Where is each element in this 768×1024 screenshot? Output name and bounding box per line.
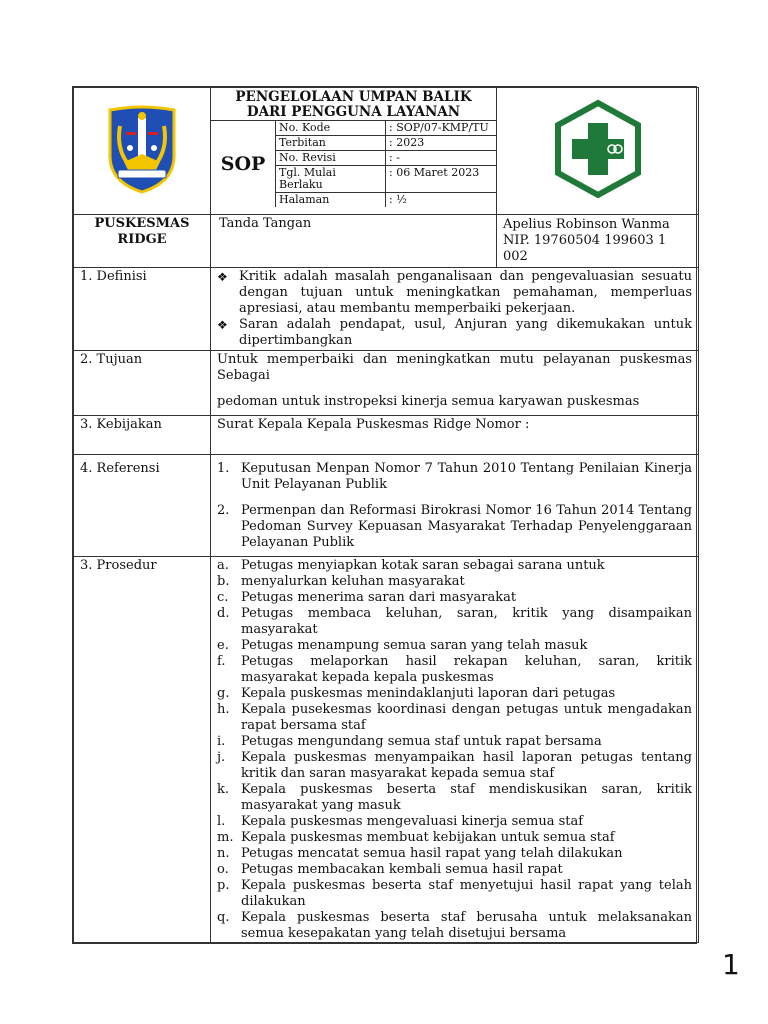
section-body-prosedur (211, 557, 699, 943)
sop-table (73, 87, 699, 943)
list-item: ❖ Kritik adalah masalah penganalisaan dan pengevaluasian sesuatu dengan tujuan untuk meningkatkan pemahaman, memperluas apresiasi, atau membantu memperbaiki pekerjaan. (217, 269, 692, 316)
title-cell (211, 88, 497, 215)
diamond-bullet-icon: ❖ (217, 318, 228, 332)
list-item: c. Petugas menerima saran dari masyarakat (217, 590, 517, 605)
diamond-bullet-icon: ❖ (217, 270, 228, 284)
list-item: n. Petugas mencatat semua hasil rapat yang telah dilakukan (217, 846, 623, 861)
list-item: ❖ Saran adalah pendapat, usul, Anjuran yang dikemukakan untuk dipertimbangkan (217, 317, 692, 348)
meta-key-terbitan: Terbitan (276, 136, 386, 151)
page-number: 1 (722, 948, 740, 981)
regency-emblem-icon (104, 104, 180, 194)
list-item: h. Kepala pusekesmas koordinasi dengan petugas untuk mengadakan rapat bersama staf (217, 702, 692, 733)
list-item: e. Petugas menampung semua saran yang telah masuk (217, 638, 588, 653)
section-body-referensi (211, 455, 699, 557)
list-item: 1. Keputusan Menpan Nomor 7 Tahun 2010 Tentang Penilaian Kinerja Unit Pelayanan Publik (217, 461, 692, 492)
meta-key-tgl-berlaku: Tgl. Mulai Berlaku (276, 166, 386, 193)
list-item: g. Kepala puskesmas menindaklanjuti laporan dari petugas (217, 686, 616, 701)
meta-value-halaman: : ½ (386, 193, 497, 208)
signature-label: Tanda Tangan (211, 215, 497, 268)
list-item: k. Kepala puskesmas beserta staf mendiskusikan saran, kritik masyarakat yang masuk (217, 782, 692, 813)
section-body-tujuan: Untuk memperbaiki dan meningkatkan mutu pelayanan puskesmas Sebagai pedoman untuk instropeksi kinerja semua karyawan puskesmas (211, 351, 699, 416)
procedure-list (217, 558, 692, 942)
list-item: d. Petugas membaca keluhan, saran, kritik yang disampaikan masyarakat (217, 606, 692, 637)
meta-value-terbitan: : 2023 (386, 136, 497, 151)
sop-info-block (211, 120, 496, 207)
section-label-tujuan: 2. Tujuan (74, 351, 211, 416)
meta-value-kode: : SOP/07-KMP/TU (386, 121, 497, 136)
puskesmas-logo-cell (497, 88, 699, 215)
meta-key-revisi: No. Revisi (276, 151, 386, 166)
list-item: f. Petugas melaporkan hasil rekapan keluhan, saran, kritik masyarakat kepada kepala puskesmas (217, 654, 692, 685)
meta-value-revisi: : - (386, 151, 497, 166)
list-item: p. Kepala puskesmas beserta staf menyetujui hasil rapat yang telah dilakukan (217, 878, 692, 909)
puskesmas-logo-icon (550, 99, 646, 199)
section-body-definisi (211, 268, 699, 351)
official-name: Apelius Robinson Wanma (503, 217, 670, 232)
document-title: PENGELOLAAN UMPAN BALIK DARI PENGGUNA LAYANAN (235, 89, 472, 120)
section-label-kebijakan: 3. Kebijakan (74, 416, 211, 455)
list-item: l. Kepala puskesmas mengevaluasi kinerja semua staf (217, 814, 584, 829)
section-label-referensi: 4. Referensi (74, 455, 211, 557)
regency-logo-cell (74, 88, 211, 215)
list-item: o. Petugas membacakan kembali semua hasil rapat (217, 862, 563, 877)
list-item: 2. Permenpan dan Reformasi Birokrasi Nomor 16 Tahun 2014 Tentang Pedoman Survey Kepuasan Masyarakat Terhadap Penyelenggaraan Pelayanan Publik (217, 503, 692, 550)
list-item: b. menyalurkan keluhan masyarakat (217, 574, 465, 589)
section-label-definisi: 1. Definisi (74, 268, 211, 351)
meta-value-tgl-berlaku: : 06 Maret 2023 (386, 166, 497, 193)
section-label-prosedur: 3. Prosedur (74, 557, 211, 943)
sop-document (72, 86, 697, 944)
meta-key-halaman: Halaman (276, 193, 386, 208)
meta-key-kode: No. Kode (276, 121, 386, 136)
org-name: PUSKESMAS RIDGE (74, 215, 211, 268)
list-item: a. Petugas menyiapkan kotak saran sebagai sarana untuk (217, 558, 605, 573)
section-body-kebijakan: Surat Kepala Kepala Puskesmas Ridge Nomor : (211, 416, 699, 455)
official-nip: NIP. 19760504 199603 1 002 (503, 233, 667, 264)
list-item: i. Petugas mengundang semua staf untuk rapat bersama (217, 734, 602, 749)
official-info (497, 215, 699, 268)
sop-label: SOP (220, 153, 266, 175)
list-item: j. Kepala puskesmas menyampaikan hasil laporan petugas tentang kritik dan saran masyarakat kepada semua staf (217, 750, 692, 781)
sop-meta-table (275, 121, 496, 207)
list-item: m. Kepala puskesmas membuat kebijakan untuk semua staf (217, 830, 615, 845)
list-item: q. Kepala puskesmas beserta staf berusaha untuk melaksanakan semua kesepakatan yang telah disetujui bersama (217, 910, 692, 941)
